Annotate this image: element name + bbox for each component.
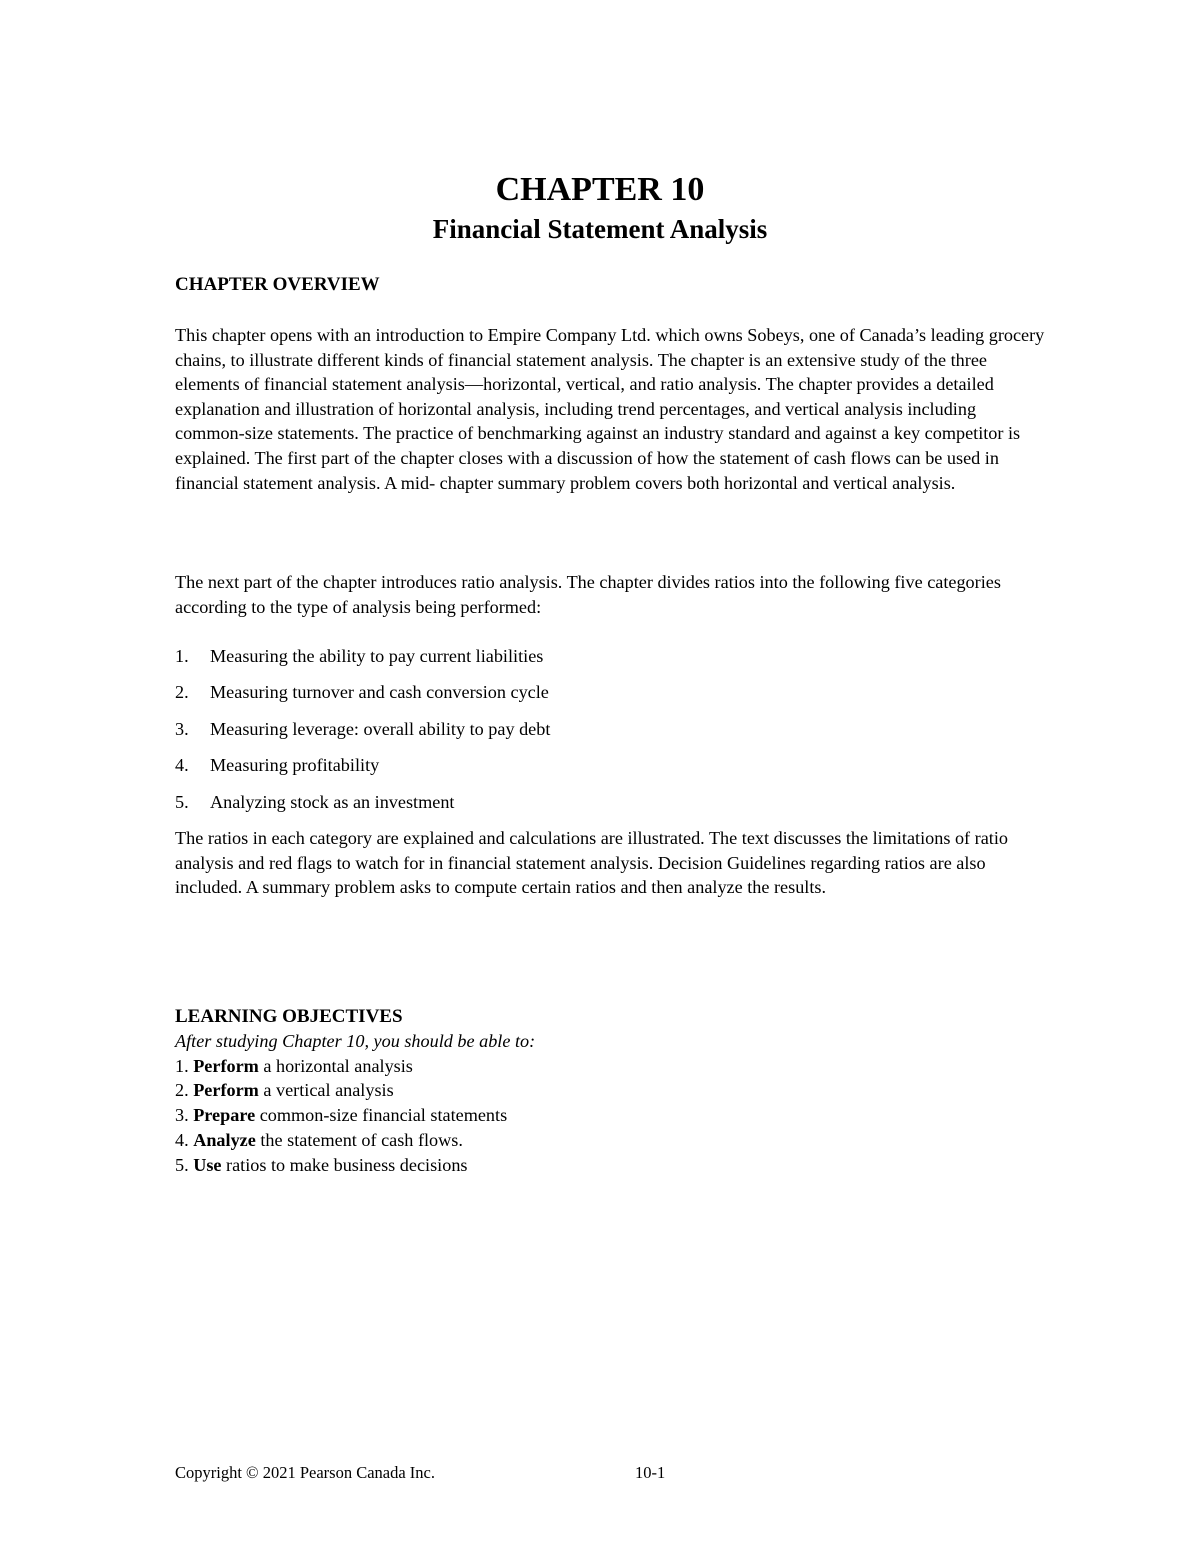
list-item [175,716,550,752]
objective-number: 5. [175,1154,189,1175]
list-number: 2. [175,682,189,703]
learning-objectives-list [175,1029,535,1177]
list-item [175,752,550,788]
chapter-title: Financial Statement Analysis [432,214,768,244]
learning-objectives-heading: LEARNING OBJECTIVES [175,1006,403,1027]
overview-paragraph-2: The next part of the chapter introduces ratio analysis. The chapter divides ratios into the following five categories according to the type of analysis being performed: [175,572,1001,617]
objective-verb: Perform [193,1055,259,1076]
objective-number: 3. [175,1105,189,1126]
footer-copyright: Copyright © 2021 Pearson Canada Inc. [175,1463,435,1482]
objectives-intro: After studying Chapter 10, you should be able to: [175,1031,536,1051]
objective-verb: Perform [193,1080,259,1101]
ratio-categories-list [175,643,550,825]
list-text: Measuring the ability to pay current liabilities [210,646,544,666]
objective-verb: Use [193,1154,222,1175]
overview-paragraph-1: This chapter opens with an introduction to Empire Company Ltd. which owns Sobeys, one of Canada’s leading grocery chains, to illustrate different kinds of financial statement analysis. The chapter is an extensive study of the three elements of financial statement analysis—horizontal, vertical, and ratio analysis. The chapter provides a detailed explanation and illustration of horizontal analysis, including trend percentages, and vertical analysis including common-size statements. The practice of benchmarking against an industry standard and against a key competitor is explained. The first part of the chapter closes with a discussion of how the statement of cash flows can be used in financial statement analysis. A mid- chapter summary problem covers both horizontal and vertical analysis. [175,325,1045,493]
objective-number: 4. [175,1129,189,1150]
objective-text: the statement of cash flows. [260,1129,463,1150]
list-text: Measuring leverage: overall ability to pay debt [210,718,551,739]
objective-item [175,1103,535,1128]
list-text: Measuring turnover and cash conversion cycle [210,682,549,703]
list-item [175,643,550,679]
objective-verb: Analyze [193,1129,256,1150]
objective-verb: Prepare [193,1105,256,1126]
objective-item [175,1128,535,1153]
chapter-number: CHAPTER 10 [495,171,705,208]
list-number: 1. [175,646,189,666]
footer-page-number: 10-1 [635,1463,666,1482]
overview-paragraph-3: The ratios in each category are explained and calculations are illustrated. The text discusses the limitations of ratio analysis and red flags to watch for in financial statement analysis. Decision Guidelines regarding ratios are also included. A summary problem asks to compute certain ratios and then analyze the results. [175,828,1008,898]
list-text: Measuring profitability [210,755,380,776]
objective-text: common-size financial statements [259,1105,508,1126]
objective-item [175,1078,535,1103]
list-text: Analyzing stock as an investment [210,791,455,812]
list-number: 4. [175,755,189,776]
list-number: 5. [175,791,189,812]
list-item [175,679,550,715]
objective-number: 1. [175,1055,189,1076]
objective-text: a horizontal analysis [263,1055,413,1076]
objective-text: ratios to make business decisions [226,1154,468,1175]
objective-number: 2. [175,1080,189,1101]
objective-item [175,1153,535,1178]
chapter-overview-heading: CHAPTER OVERVIEW [175,274,380,295]
objective-item [175,1054,535,1079]
list-number: 3. [175,718,189,739]
objective-text: a vertical analysis [263,1080,394,1101]
list-item [175,789,550,825]
